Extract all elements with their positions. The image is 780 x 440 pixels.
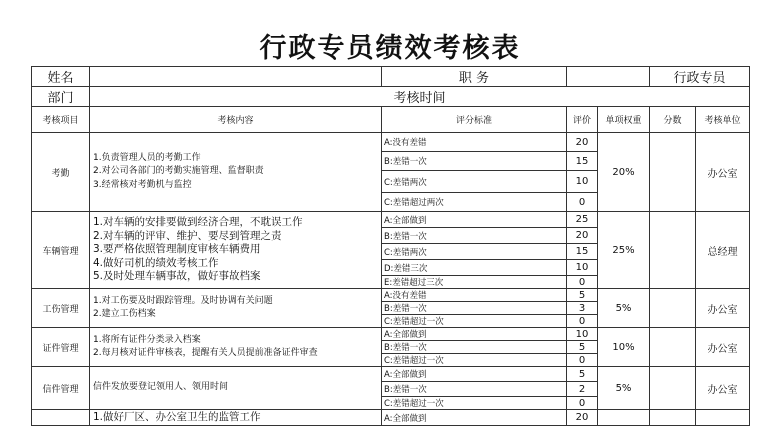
criteria-label: A:全部做到 [382,367,567,382]
content-line: 2.每月核对证件审核表，提醒有关人员提前准备证件审查 [93,348,318,358]
criteria-row [32,367,750,382]
item-unit: 办公室 [696,289,750,328]
content-line: 信件发放要登记领用人、领用时间 [93,382,229,393]
criteria-score: 0 [567,315,598,328]
criteria-score: 0 [567,193,598,212]
item-content [90,212,382,289]
criteria-label: D:差错三次 [382,260,567,276]
page-title: 行政专员绩效考核表 [259,33,521,64]
criteria-score: 10 [567,171,598,193]
criteria-label: B:差错一次 [382,382,567,397]
item-content [90,410,382,426]
header-row-dept [32,87,750,107]
col-header-criteria: 评分标准 [382,107,567,133]
criteria-score: 0 [567,354,598,367]
col-header-content: 考核内容 [90,107,382,133]
criteria-label: E:差错超过三次 [382,276,567,289]
criteria-label: C:差错超过一次 [382,354,567,367]
col-header-item: 考核项目 [32,107,90,133]
criteria-score: 5 [567,341,598,354]
content-line: 3.经常核对考勤机与监控 [93,179,192,190]
criteria-row [32,212,750,228]
content-line: 1.做好厂区、办公室卫生的监管工作 [93,410,261,423]
criteria-score: 2 [567,382,598,397]
criteria-score: 3 [567,302,598,315]
item-unit: 总经理 [696,212,750,289]
col-header-rating: 评价 [567,107,598,133]
content-line: 2.建立工伤档案 [93,309,156,319]
item-weight [598,410,650,426]
criteria-label: B:差错一次 [382,302,567,315]
item-weight: 5% [598,367,650,410]
content-line: 1.将所有证件分类录入档案 [93,334,201,345]
criteria-score: 25 [567,212,598,228]
item-weight: 10% [598,328,650,367]
item-weight: 5% [598,289,650,328]
header-row-name [32,67,750,87]
item-name [32,410,90,426]
criteria-label: B:差错一次 [382,152,567,171]
score-input-cell[interactable] [650,410,696,426]
score-input-cell[interactable] [650,133,696,212]
criteria-score: 5 [567,367,598,382]
item-weight: 25% [598,212,650,289]
content-line: 1.对车辆的安排要做到经济合理，不耽误工作 [93,216,303,229]
col-header-unit: 考核单位 [696,107,750,133]
col-header-weight: 单项权重 [598,107,650,133]
criteria-label: A:全部做到 [382,410,567,426]
criteria-score: 20 [567,133,598,152]
criteria-label: A:没有差错 [382,133,567,152]
criteria-score: 20 [567,228,598,244]
content-line: 5.及时处理车辆事故，做好事故档案 [93,270,261,283]
score-input-cell[interactable] [650,212,696,289]
score-input-cell[interactable] [650,328,696,367]
item-content [90,367,382,410]
content-line: 1.负责管理人员的考勤工作 [93,152,201,163]
score-input-cell[interactable] [650,289,696,328]
score-input-cell[interactable] [650,367,696,410]
criteria-score: 0 [567,397,598,410]
content-line: 3.要严格依照管理制度审核车辆费用 [93,243,261,256]
name-value-field[interactable] [90,67,382,87]
item-name: 工伤管理 [32,289,90,328]
criteria-label: B:差错一次 [382,228,567,244]
criteria-label: C:差错超过一次 [382,397,567,410]
item-weight: 20% [598,133,650,212]
content-line: 1.对工伤要及时跟踪管理。及时协调有关问题 [93,295,273,306]
criteria-label: A:没有差错 [382,289,567,302]
criteria-score: 20 [567,410,598,426]
item-name: 考勤 [32,133,90,212]
col-header-score: 分数 [650,107,696,133]
content-line: 2.对车辆的评审、维护、要尽到管理之责 [93,229,282,242]
item-name: 证件管理 [32,328,90,367]
criteria-label: C:差错超过一次 [382,315,567,328]
criteria-score: 0 [567,276,598,289]
item-unit: 办公室 [696,133,750,212]
criteria-label: C:差错两次 [382,244,567,260]
item-content [90,133,382,212]
period-label: 考核时间 [90,87,750,107]
criteria-score: 10 [567,260,598,276]
dept-label: 部门 [32,87,90,107]
item-unit: 办公室 [696,367,750,410]
position-spacer [567,67,650,87]
criteria-label: A:全部做到 [382,328,567,341]
criteria-label: C:差错两次 [382,171,567,193]
criteria-score: 15 [567,244,598,260]
criteria-score: 5 [567,289,598,302]
criteria-row [32,133,750,152]
position-label: 职 务 [382,67,567,87]
criteria-row [32,410,750,426]
content-line: 2.对公司各部门的考勤实施管理、监督职责 [93,166,264,177]
criteria-row [32,289,750,302]
criteria-label: C:差错超过两次 [382,193,567,212]
item-unit: 办公室 [696,328,750,367]
criteria-score: 10 [567,328,598,341]
item-unit [696,410,750,426]
position-value: 行政专员 [650,67,750,87]
criteria-label: B:差错一次 [382,341,567,354]
criteria-row [32,328,750,341]
criteria-label: A:全部做到 [382,212,567,228]
name-label: 姓名 [32,67,90,87]
appraisal-table [31,66,750,426]
item-content [90,328,382,367]
column-header-row [32,107,750,133]
item-content [90,289,382,328]
item-name: 信件管理 [32,367,90,410]
content-line: 4.做好司机的绩效考核工作 [93,256,219,269]
item-name: 车辆管理 [32,212,90,289]
criteria-score: 15 [567,152,598,171]
